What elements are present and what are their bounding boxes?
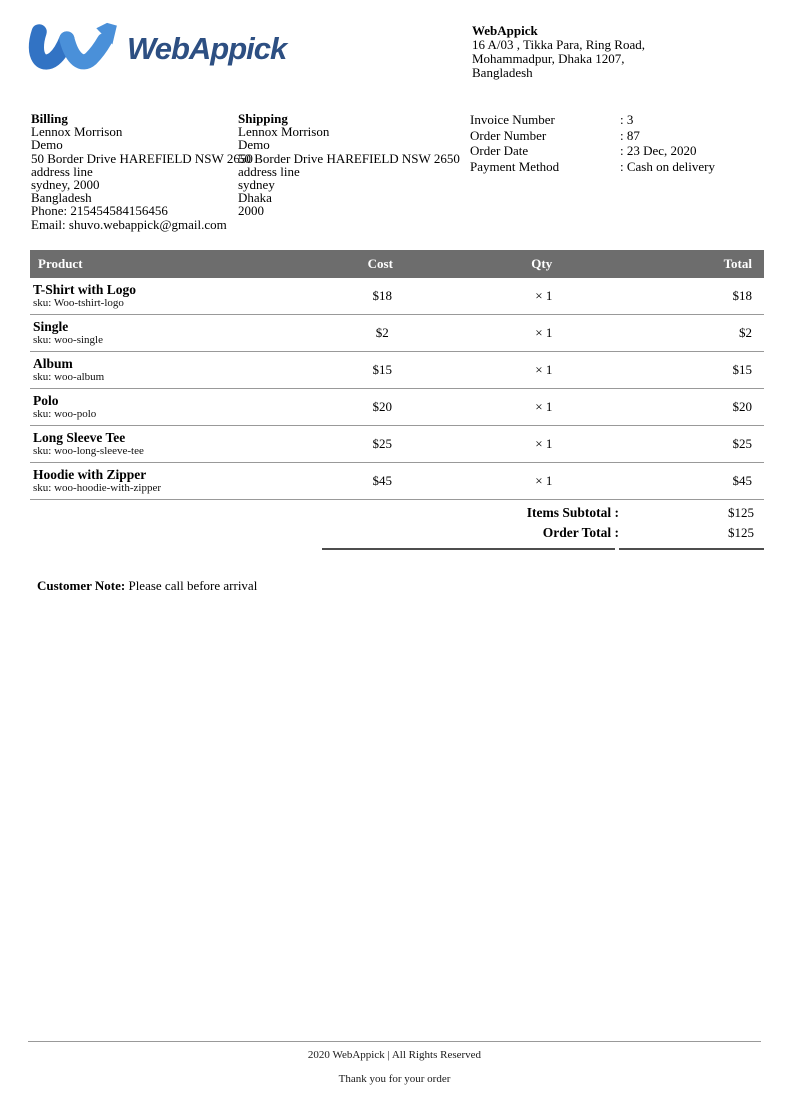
payment-method-row (470, 159, 715, 175)
product-cost: $45 (309, 463, 456, 500)
product-qty: × 1 (456, 463, 632, 500)
billing-line: Lennox Morrison (31, 124, 123, 140)
product-sku: sku: woo-polo (33, 408, 97, 420)
billing-line: sydney, 2000 (31, 177, 100, 193)
order-date-value: : 23 Dec, 2020 (620, 143, 697, 158)
order-number-row (470, 128, 715, 144)
invoice-meta (470, 112, 715, 174)
col-header-qty: Qty (456, 250, 632, 278)
shipping-line: address line (238, 163, 300, 179)
col-header-product: Product (30, 250, 309, 278)
order-date-label: Order Date (470, 143, 529, 158)
order-number-label: Order Number (470, 127, 547, 143)
company-address-line: Bangladesh (472, 65, 533, 80)
product-sku: sku: woo-album (33, 371, 105, 383)
product-qty: × 1 (456, 352, 632, 389)
order-number-value: : 87 (620, 127, 640, 143)
table-row (30, 426, 764, 463)
company-name: WebAppick (472, 23, 538, 38)
logo-wordmark: WebAppick (127, 31, 287, 66)
product-total: $18 (632, 278, 764, 315)
product-name: Long Sleeve Tee (33, 430, 126, 445)
company-info (472, 24, 645, 80)
table-row (30, 278, 764, 315)
product-qty: × 1 (456, 315, 632, 352)
table-row (30, 389, 764, 426)
shipping-line: 2000 (238, 203, 264, 219)
product-name: Polo (33, 393, 59, 408)
product-sku: sku: woo-hoodie-with-zipper (33, 482, 161, 494)
items-subtotal-row (322, 503, 764, 523)
totals-divider-left (322, 548, 615, 550)
product-name: Single (33, 319, 69, 334)
billing-line: Demo (31, 137, 63, 153)
table-row (30, 315, 764, 352)
product-name: Album (33, 356, 73, 371)
billing-phone: Phone: 215454584156456 (31, 203, 168, 219)
totals-section (322, 490, 764, 550)
company-address-line: Mohammadpur, Dhaka 1207, (472, 51, 625, 66)
shipping-line: sydney (238, 177, 275, 193)
footer-thanks: Thank you for your order (338, 1073, 451, 1085)
shipping-title: Shipping (238, 111, 288, 126)
payment-method-label: Payment Method (470, 158, 560, 174)
invoice-number-value: : 3 (620, 112, 634, 127)
product-total: $45 (632, 463, 764, 500)
items-table-header (30, 250, 764, 278)
product-total: $2 (632, 315, 764, 352)
product-sku: sku: Woo-tshirt-logo (33, 297, 124, 309)
shipping-line: Lennox Morrison (238, 124, 330, 140)
product-total: $15 (632, 352, 764, 389)
billing-line: address line (31, 163, 93, 179)
billing-address (31, 112, 253, 231)
product-sku: sku: woo-single (33, 334, 103, 346)
product-cost: $2 (309, 315, 456, 352)
customer-note-label: Customer Note: (37, 578, 126, 593)
billing-title: Billing (31, 111, 68, 126)
customer-note-text: Please call before arrival (128, 578, 258, 593)
col-header-total: Total (632, 250, 764, 278)
shipping-address (238, 112, 460, 218)
product-cost: $25 (309, 426, 456, 463)
billing-line: 50 Border Drive HAREFIELD NSW 2650 (31, 150, 253, 166)
product-qty: × 1 (456, 426, 632, 463)
product-qty: × 1 (456, 389, 632, 426)
order-date-row (470, 143, 715, 159)
product-name: Hoodie with Zipper (33, 467, 147, 482)
order-total-row (322, 523, 764, 543)
order-total-label: Order Total : (542, 525, 619, 540)
footer-copyright: 2020 WebAppick | All Rights Reserved (307, 1049, 482, 1061)
col-header-cost: Cost (309, 250, 456, 278)
product-qty: × 1 (456, 278, 632, 315)
payment-method-value: : Cash on delivery (620, 158, 715, 174)
billing-email: Email: shuvo.webappick@gmail.com (31, 216, 227, 232)
order-total-value: $125 (728, 525, 754, 540)
customer-note (37, 578, 257, 594)
product-total: $20 (632, 389, 764, 426)
product-sku: sku: woo-long-sleeve-tee (33, 445, 144, 457)
shipping-line: Dhaka (238, 190, 272, 206)
totals-divider-right (619, 548, 764, 550)
footer-divider (28, 1041, 761, 1042)
product-cost: $15 (309, 352, 456, 389)
items-table (30, 250, 764, 500)
product-cost: $20 (309, 389, 456, 426)
shipping-line: Demo (238, 137, 270, 153)
product-total: $25 (632, 426, 764, 463)
webappick-logo (28, 22, 286, 72)
invoice-number-row (470, 112, 715, 128)
product-name: T-Shirt with Logo (33, 282, 137, 297)
billing-line: Bangladesh (31, 190, 92, 206)
table-row (30, 352, 764, 389)
totals-divider (322, 548, 764, 550)
invoice-number-label: Invoice Number (470, 112, 555, 127)
items-subtotal-value: $125 (728, 505, 754, 520)
product-cost: $18 (309, 278, 456, 315)
shipping-line: 50 Border Drive HAREFIELD NSW 2650 (238, 150, 460, 166)
webappick-wave-arrow-icon (28, 22, 120, 72)
company-address-line: 16 A/03 , Tikka Para, Ring Road, (472, 37, 645, 52)
items-subtotal-label: Items Subtotal : (526, 505, 619, 520)
